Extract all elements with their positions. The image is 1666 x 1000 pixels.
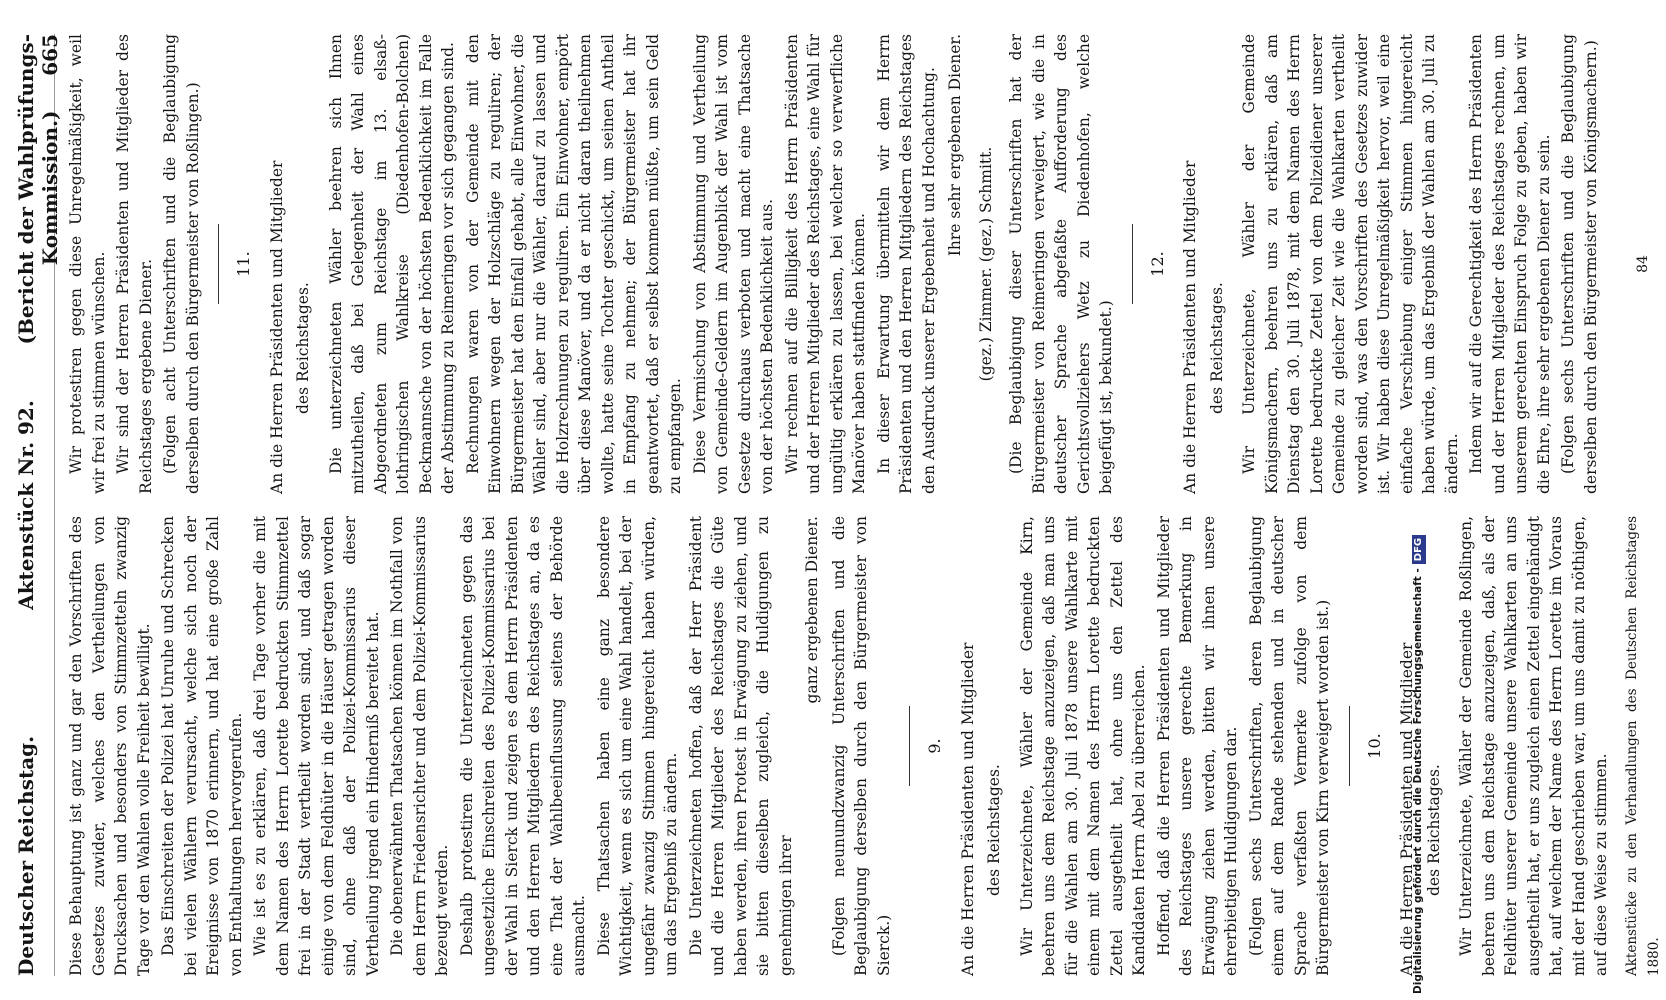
address-line: des Reichstages. [1207,282,1226,414]
paragraph: Wir Unterzeichnete, Wähler der Gemeinde Königsmachern, beehren uns zu erklären, daß am Dienstag den 30. Juli 1878, mit dem Namen des Herrn Lorette bedruckte Zettel von dem Polizeidiener unserer Gemeinde zu gleicher Zeit wie die Wahlkarten vertheilt worden sind, was den Vorschriften des Gesetzes zuwider ist. Wir haben diese Unregelmäßigkeit hervor, weil eine einfache Verschiebung einiger Stimmen hingereicht haben würde, um das Ergebniß der Wahlen am 30. Juli zu ändern. [1240,34,1461,494]
paragraph: Hoffend, daß die Herren Präsidenten und Mitglieder des Reichstages unsere gerechte Bemerkung in Erwägung ziehen werden, bitten wir ihnen unsere ehrerbietigen Huldigungen dar. [1154,516,1240,976]
divider [218,224,219,304]
section-number: 12. [1147,251,1167,277]
divider [909,706,910,786]
footnote: Aktenstücke zu den Verhandlungen des Deutschen Reichstages 1880. [1623,516,1662,976]
paragraph: Diese Vermischung von Abstimmung und Vertheilung von Gemeinde-Geldern im Augenblick der Wahl ist vom Gesetze durchaus verboten und macht eine Thatsache von der höchsten Bedenklichkeit aus. [690,34,776,494]
note: (Folgen neunundzwanzig Unterschriften und die Beglaubigung derselben durch den Bürgermeister von Sierck.) [829,516,893,976]
address-line: An die Herren Präsidenten und Mitglieder [1181,160,1199,494]
section-number: 10. [1364,733,1384,759]
page-number: 665 [38,34,62,76]
paragraph: Die Unterzeichneten hoffen, daß der Herr Präsident und die Herren Mitglieder des Reichstages die Güte haben werden, ihren Protest in Erwägung zu ziehen, und sie bitten dieselben zugleich, die Huldigungen zu genehmigen ihrer [686,516,795,976]
paragraph: Wir Unterzeichnete, Wähler der Gemeinde Roßlingen, beehren uns dem Reichstage anzuzeigen, daß, als der Feldhüter unserer Gemeinde unsere Wahlkarten an uns ausgetheilt hat, er uns zugleich einen Zettel eingehändigt hat, auf welchem der Name des Herrn Lorette im Voraus mit der Hand geschrieben war, um uns damit zu nöthigen, auf diese Weise zu stimmen. [1457,516,1610,976]
signature-line: Ihre sehr ergebenen Diener. [946,34,964,257]
paragraph: Wie ist es zu erklären, daß drei Tage vorher die mit dem Namen des Herrn Lorette bedruckten Stimmzettel frei in der Stadt vertheilt worden sind, und daß sogar einige von dem Feldhüter in die Häuser getragen worden sind, ohne daß der Polizei-Kommissarius dieser Vertheilung irgend ein Hinderniß bereitet hat. [251,516,382,976]
note: (Folgen sechs Unterschriften und die Beglaubigung derselben durch den Bürgermeister von Königsmachern.) [1559,34,1600,494]
paragraph: Wir Unterzeichnete, Wähler der Gemeinde Kirn, beehren uns dem Reichstage anzuzeigen, daß man uns für die Wahlen am 30. Juli 1878 unsere Wahlkarte mit einem mit dem Namen des Herrn Lorette bedruckten Zettel ausgetheilt hat, ohne uns den Zettel des Kandidaten Herrn Abel zu überreichen. [1017,516,1148,976]
address-line: des Reichstages. [985,764,1003,896]
note: (Folgen acht Unterschriften und die Beglaubigung derselben durch den Bürgermeister von Roßlingen.) [161,34,202,494]
address-line: An die Herren Präsidenten und Mitglieder [267,160,286,494]
paragraph: Diese Thatsachen haben eine ganz besondere Wichtigkeit, wenn es sich um eine Wahl handelt, bei der ungefähr zwanzig Stimmen hingereicht haben würden, um das Ergebniß zu ändern. [594,516,680,976]
address-line: des Reichstages. [294,282,312,414]
header-left: Deutscher Reichstag. [14,735,38,976]
signature-mark: 84 [1635,255,1651,273]
dfg-logo: DFG [1412,535,1426,564]
paragraph: Deshalb protestiren die Unterzeichneten gegen das ungesetzliche Einschreiten des Polizei-Kommissarius bei der Wahl in Sierck und zeigen es dem Herrn Präsidenten und den Herren Mitgliedern des Reichstages an, da es eine That der Wahlbeeinflussung seitens der Behörde ausmacht. [457,516,588,976]
address-line: des Reichstages. [1424,764,1443,896]
divider [1349,706,1350,786]
header-document-number: Aktenstück Nr. 92. [14,400,38,610]
page-header [14,34,62,976]
paragraph: Wir sind der Herren Präsidenten und Mitglieder des Reichstages ergebene Diener. [114,34,155,494]
paragraph: Rechnungen waren von der Gemeinde mit den Einwohnern wegen der Holzschläge zu reguliren; der Bürgermeister hat den Einfall gehabt, alle Einwohner, die Wähler sind, aber nur die Wähler, darauf zu lassen und die Holzrechnungen zu reguliren. Ein Einwohner, empört über diese Manöver, und da er nicht daran theilnehmen wollte, hatte seine Tochter geschickt, um seinen Antheil in Empfang zu nehmen; der Bürgermeister hat ihr geantwortet, daß er selbst kommen müßte, um sein Geld zu empfangen. [463,34,684,494]
digitization-credit [1408,4,1428,994]
header-right [14,34,62,348]
paragraph: In dieser Erwartung übermitteln wir dem Herrn Präsidenten und den Herren Mitgliedern des Reichstages den Ausdruck unserer Ergebenheit und Hochachtung. [874,34,938,494]
header-commission: (Bericht der Wahlprüfungs-Kommission.) [14,34,62,345]
paragraph: Die obenerwähnten Thatsachen können im Nothfall von dem Herrn Friedensrichter und dem Polizei-Kommissarius bezeugt werden. [388,516,451,976]
signature-line: ganz ergebenen Diener. [803,516,821,704]
paragraph: Indem wir auf die Gerechtigkeit des Herrn Präsidenten und der Herren Mitglieder des Reichstages rechnen, um unserem gerechten Einspruch Folge zu geben, haben wir die Ehre, ihre sehr ergebenen Diener zu sein. [1467,34,1553,494]
address-line: An die Herren Präsidenten und Mitglieder [1398,642,1416,976]
credit-text: Digitalisierung gefördert durch die Deutsche Forschungsgemeinschaft - [1412,568,1424,994]
section-number: 9. [925,738,944,754]
divider [1132,224,1133,304]
note: (Folgen sechs Unterschriften, deren Beglaubigung einem auf dem Rande stehenden und in deutscher Sprache verfaßten Vermerke zufolge von dem Bürgermeister von Kirn verweigert worden ist.) [1246,516,1332,976]
note: (Die Beglaubigung dieser Unterschriften hat der Bürgermeister von Reimeringen verweigert, wie die in deutscher Sprache abgefaßte Aufforderung des Gerichtsvollziehers Wetz zu Diedenhofen, welche beigefügt ist, bekundet.) [1007,34,1115,494]
paragraph: Wir protestiren gegen diese Unregelmäßigkeit, weil wir frei zu stimmen wünschen. [67,34,108,494]
address-line: An die Herren Präsidenten und Mitglieder [958,642,977,976]
signatures: (gez.) Zimmer. (gez.) Schmitt. [976,146,995,382]
paragraph: Wir rechnen auf die Billigkeit des Herrn Präsidenten und der Herren Mitglieder des Reichstages, eine Wahl für ungültig erklären zu lassen, bei welcher so verwerfliche Manöver haben stattfinden können. [782,34,868,494]
paragraph: Diese Behauptung ist ganz und gar den Vorschriften des Gesetzes zuwider, welches den Vertheilungen von Drucksachen und besonders von Stimmzetteln zwanzig Tage vor den Wahlen volle Freiheit bewilligt. [67,516,153,976]
paragraph: Die unterzeichneten Wähler beehren sich Ihnen mitzutheilen, daß bei Gelegenheit der Wahl eines Abgeordneten zum Reichstage im 13. elsaß-lothringischen Wahlkreise (Diedenhofen-Bolchen) Beckmannsche von der höchsten Bedenklichkeit im Falle der Abstimmung zu Reimeringen vor sich gegangen sind. [326,34,457,494]
paragraph: Das Einschreiten der Polizei hat Unruhe und Schrecken bei vielen Wählern verursacht, welche sich noch der Ereignisse von 1870 erinnern, und hat eine große Zahl von Enthaltungen hervorgerufen. [159,516,245,976]
section-number: 11. [234,251,253,277]
